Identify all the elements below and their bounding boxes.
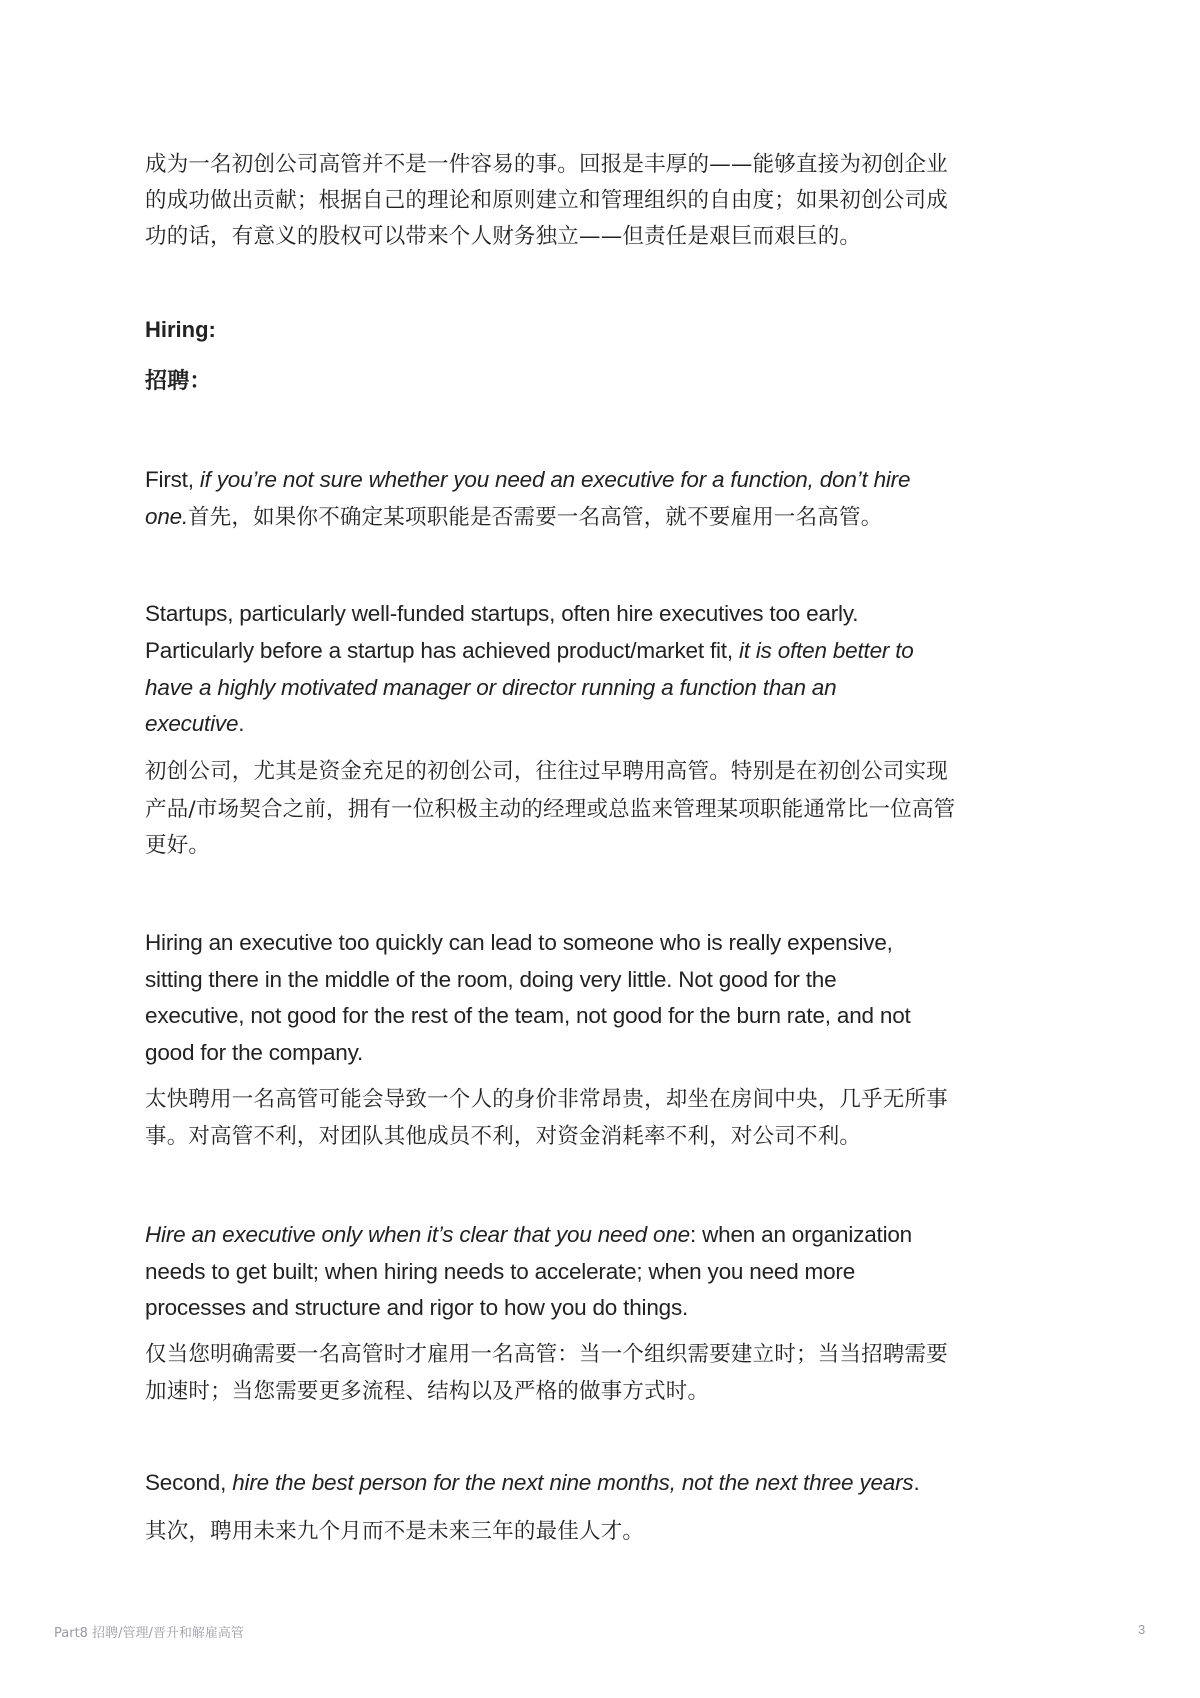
p5-zh-line: 其次，聘用未来九个月而不是未来三年的最佳人才。 [145, 1519, 645, 1544]
p2-line: Startups, particularly well-funded startups, often hire executives too early. [145, 601, 859, 626]
p3-line: sitting there in the middle of the room, doing very little. Not good for the [145, 967, 837, 992]
p2-zh-line: 更好。 [145, 833, 211, 858]
text: . [913, 1470, 920, 1495]
p5-line [145, 1465, 920, 1501]
section-heading-zh: 招聘： [145, 369, 212, 394]
emphasis-text: if you’re not sure whether you need an executive for a function, don’t hire [199, 467, 911, 492]
text: First, [145, 467, 200, 492]
p4-line [145, 1217, 912, 1253]
p4-line: needs to get built; when hiring needs to accelerate; when you need more [145, 1259, 856, 1284]
text: : when an organization [689, 1222, 912, 1247]
intro-line: 成为一名初创公司高管并不是一件容易的事。回报是丰厚的——能够直接为初创企业 [145, 152, 948, 177]
p3-line: good for the company. [145, 1040, 364, 1065]
intro-line: 的成功做出贡献；根据自己的理论和原则建立和管理组织的自由度；如果初创公司成 [145, 188, 948, 213]
emphasis-text: have a highly motivated manager or director running a function than an [145, 675, 837, 700]
p3-line: executive, not good for the rest of the team, not good for the burn rate, and not [145, 1003, 911, 1028]
p2-zh-line: 产品/市场契合之前，拥有一位积极主动的经理或总监来管理某项职能通常比一位高管 [145, 797, 956, 822]
emphasis-text: Hire an executive only when it’s clear that you need one [145, 1222, 690, 1247]
p1-line [145, 462, 910, 498]
text: 首先，如果你不确定某项职能是否需要一名高管，就不要雇用一名高管。 [188, 505, 883, 530]
p3-zh-line: 事。对高管不利，对团队其他成员不利，对资金消耗率不利，对公司不利。 [145, 1124, 862, 1149]
emphasis-text: executive [145, 711, 239, 736]
text: . [238, 711, 245, 736]
p4-zh-line: 仅当您明确需要一名高管时才雇用一名高管：当一个组织需要建立时；当当招聘需要 [145, 1342, 948, 1367]
p2-line [145, 706, 244, 742]
text: Second, [145, 1470, 233, 1495]
emphasis-text: hire the best person for the next nine months, not the next three years [232, 1470, 914, 1495]
emphasis-text: it is often better to [738, 638, 914, 663]
p4-line: processes and structure and rigor to how you do things. [145, 1295, 689, 1320]
text: Particularly before a startup has achieved product/market fit, [145, 638, 739, 663]
emphasis-text: one. [145, 504, 188, 529]
p2-zh-line: 初创公司，尤其是资金充足的初创公司，往往过早聘用高管。特别是在初创公司实现 [145, 759, 948, 784]
p2-line [145, 633, 914, 669]
p3-line: Hiring an executive too quickly can lead to someone who is really expensive, [145, 930, 893, 955]
p3-zh-line: 太快聘用一名高管可能会导致一个人的身价非常昂贵，却坐在房间中央，几乎无所事 [145, 1087, 948, 1112]
page-number: 3 [1138, 1622, 1146, 1637]
p2-line [145, 670, 836, 706]
footer-title: Part8 招聘/管理/晋升和解雇高管 [54, 1626, 244, 1641]
section-heading-en: Hiring: [145, 317, 216, 342]
p1-line [145, 499, 882, 536]
p4-zh-line: 加速时；当您需要更多流程、结构以及严格的做事方式时。 [145, 1379, 710, 1404]
intro-line: 功的话，有意义的股权可以带来个人财务独立——但责任是艰巨而艰巨的。 [145, 224, 862, 249]
